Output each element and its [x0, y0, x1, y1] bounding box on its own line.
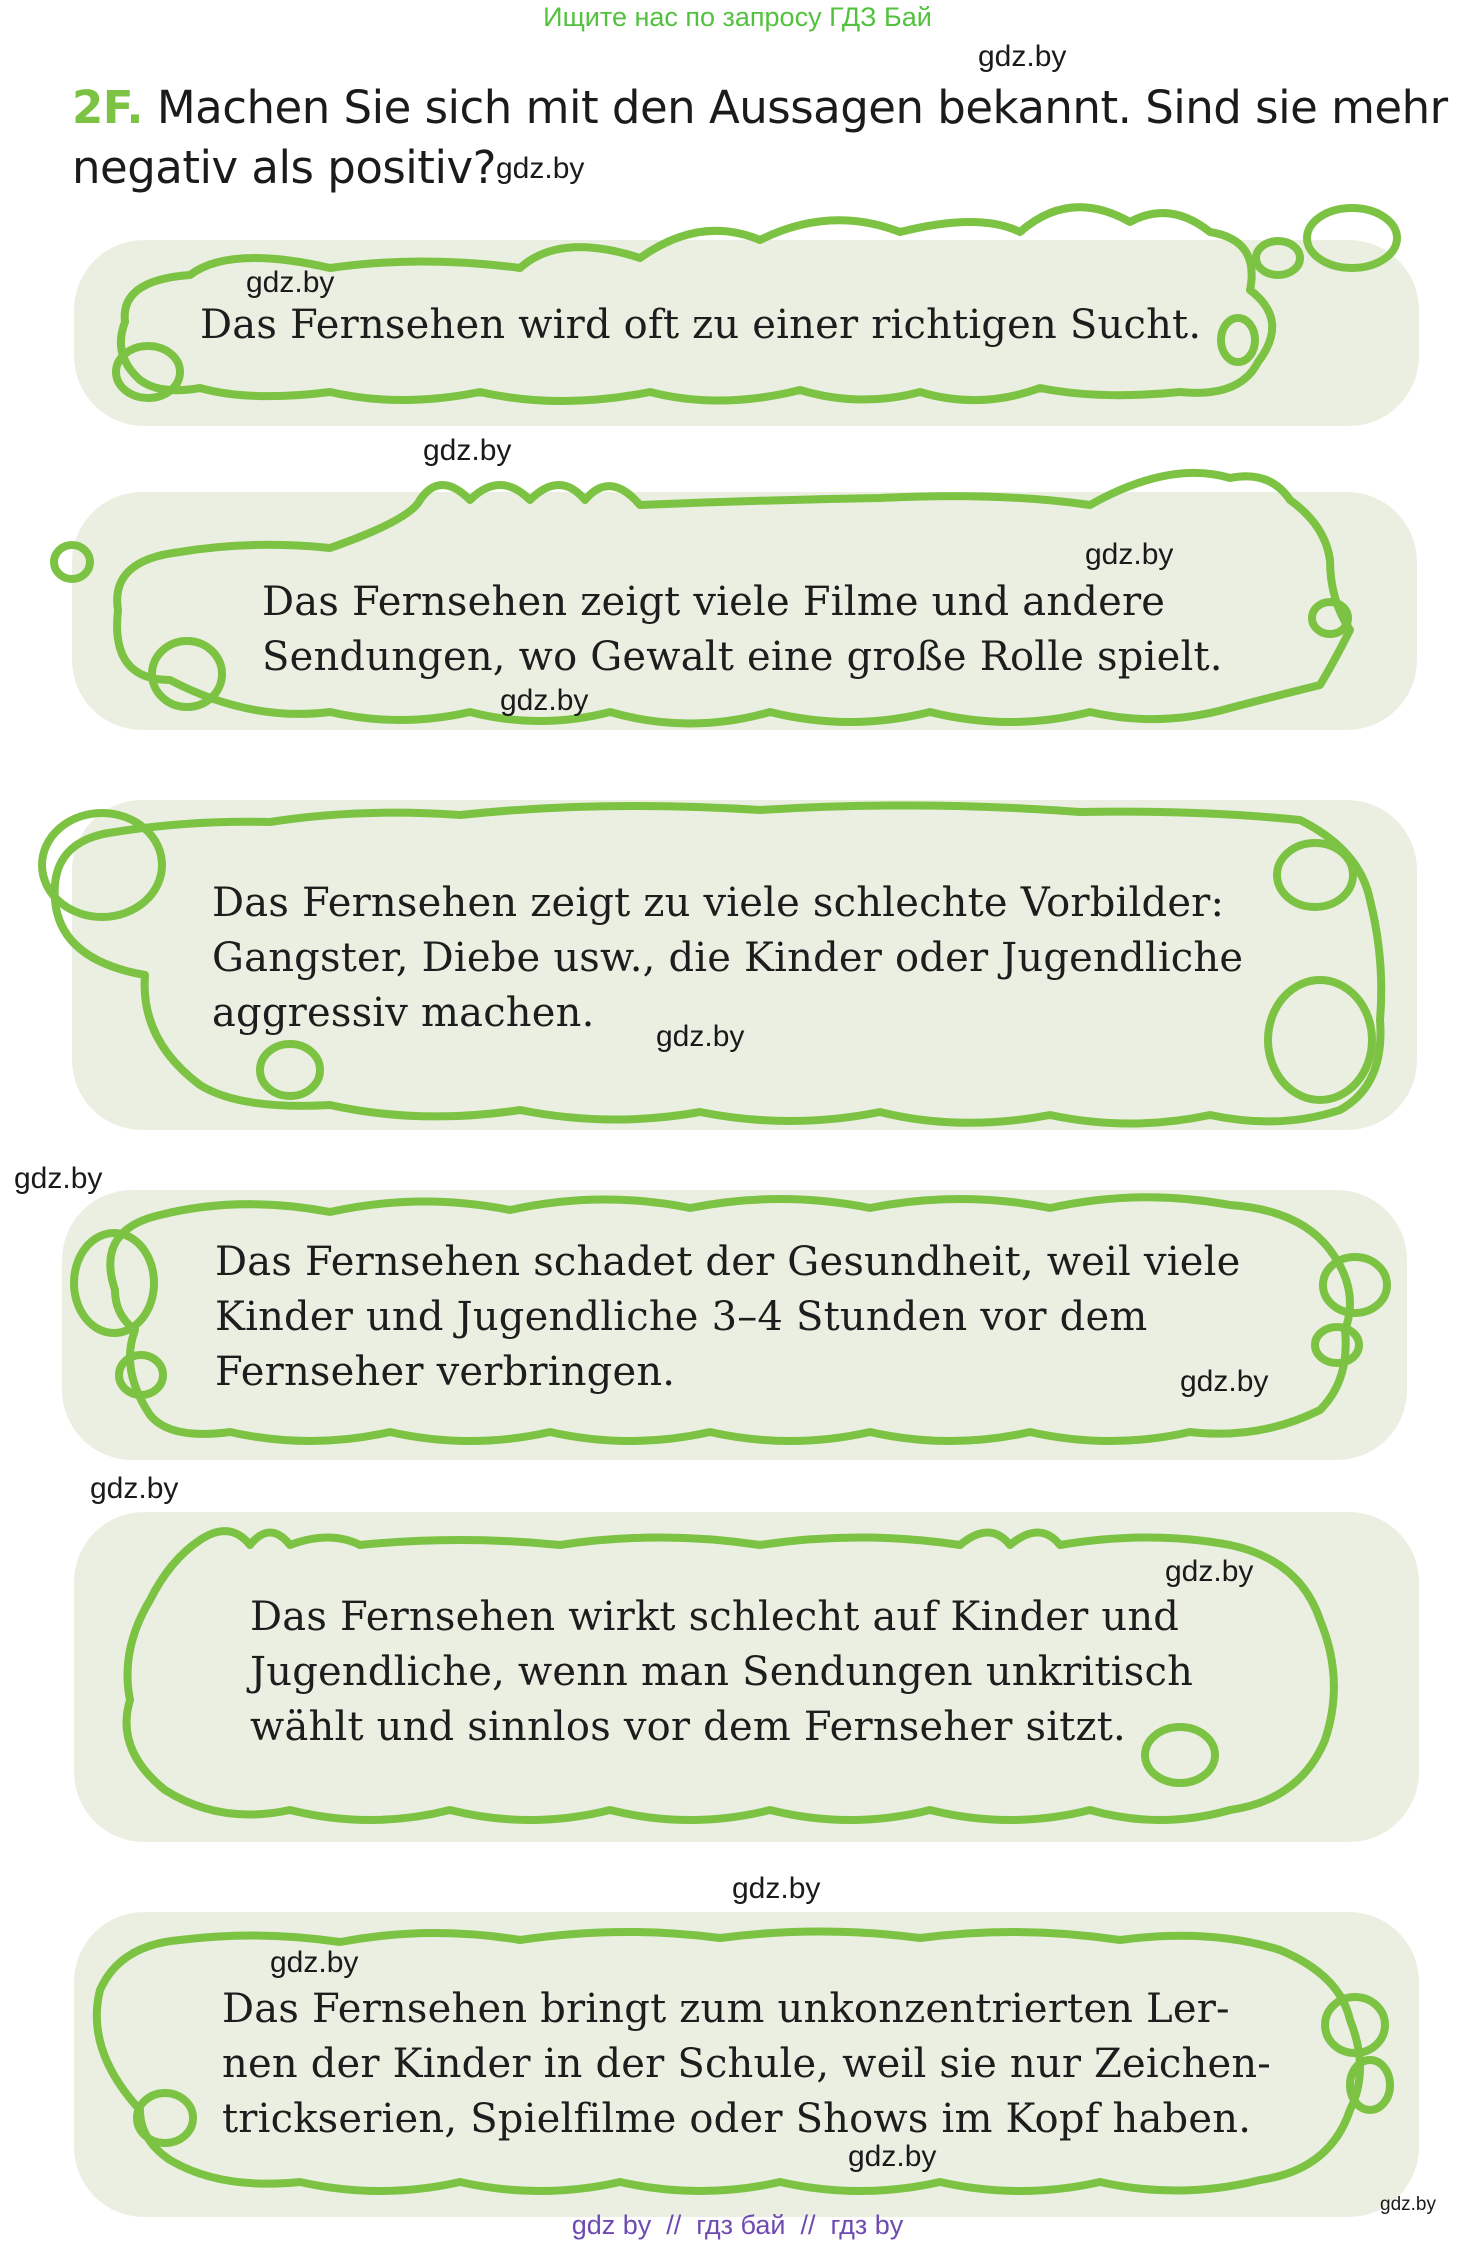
- watermark: gdz.by: [90, 1472, 179, 1505]
- search-hint-link[interactable]: Ищите нас по запросу ГДЗ Бай: [543, 2, 932, 32]
- watermark: gdz.by: [496, 152, 585, 185]
- watermark: gdz.by: [1180, 1365, 1269, 1398]
- watermark: gdz.by: [270, 1946, 359, 1979]
- watermark: gdz.by: [978, 40, 1067, 73]
- statement-1: Das Fernsehen wird oft zu einer richtigen Sucht.: [200, 302, 1202, 348]
- watermark: gdz.by: [423, 434, 512, 467]
- task-number: 2F.: [72, 81, 144, 134]
- task-text: Machen Sie sich mit den Aussagen bekannt. Sind sie mehr negativ als positiv?: [72, 81, 1448, 194]
- statement-3: Das Fernsehen zeigt zu viele schlechte Vorbilder: Gangster, Diebe usw., die Kinder oder Jugendliche aggressiv machen.: [212, 880, 1244, 1036]
- watermark: gdz.by: [1380, 2194, 1436, 2215]
- statement-5: Das Fernsehen wirkt schlecht auf Kinder und Jugendliche, wenn man Sendungen unkritisch wählt und sinnlos vor dem Fernseher sitzt.: [250, 1594, 1194, 1750]
- watermark: gdz.by: [1085, 538, 1174, 571]
- watermark: gdz.by: [1165, 1555, 1254, 1588]
- statement-6: Das Fernsehen bringt zum unkonzentrierten Ler- nen der Kinder in der Schule, weil sie nur Zeichen- trickserien, Spielfilme oder Shows im Kopf haben.: [222, 1986, 1272, 2142]
- watermark: gdz.by: [500, 684, 589, 717]
- watermark: gdz.by: [656, 1020, 745, 1053]
- statement-2: Das Fernsehen zeigt viele Filme und andere Sendungen, wo Gewalt eine große Rolle spielt.: [262, 579, 1223, 680]
- watermark: gdz.by: [246, 266, 335, 299]
- watermark: gdz.by: [732, 1872, 821, 1905]
- watermark: gdz.by: [14, 1162, 103, 1195]
- statement-4: Das Fernsehen schadet der Gesundheit, weil viele Kinder und Jugendliche 3–4 Stunden vor dem Fernseher verbringen.: [215, 1239, 1241, 1395]
- footer-links[interactable]: gdz by // гдз бай // гдз by: [571, 2210, 904, 2240]
- task-heading: [72, 78, 1452, 198]
- watermark: gdz.by: [848, 2140, 937, 2173]
